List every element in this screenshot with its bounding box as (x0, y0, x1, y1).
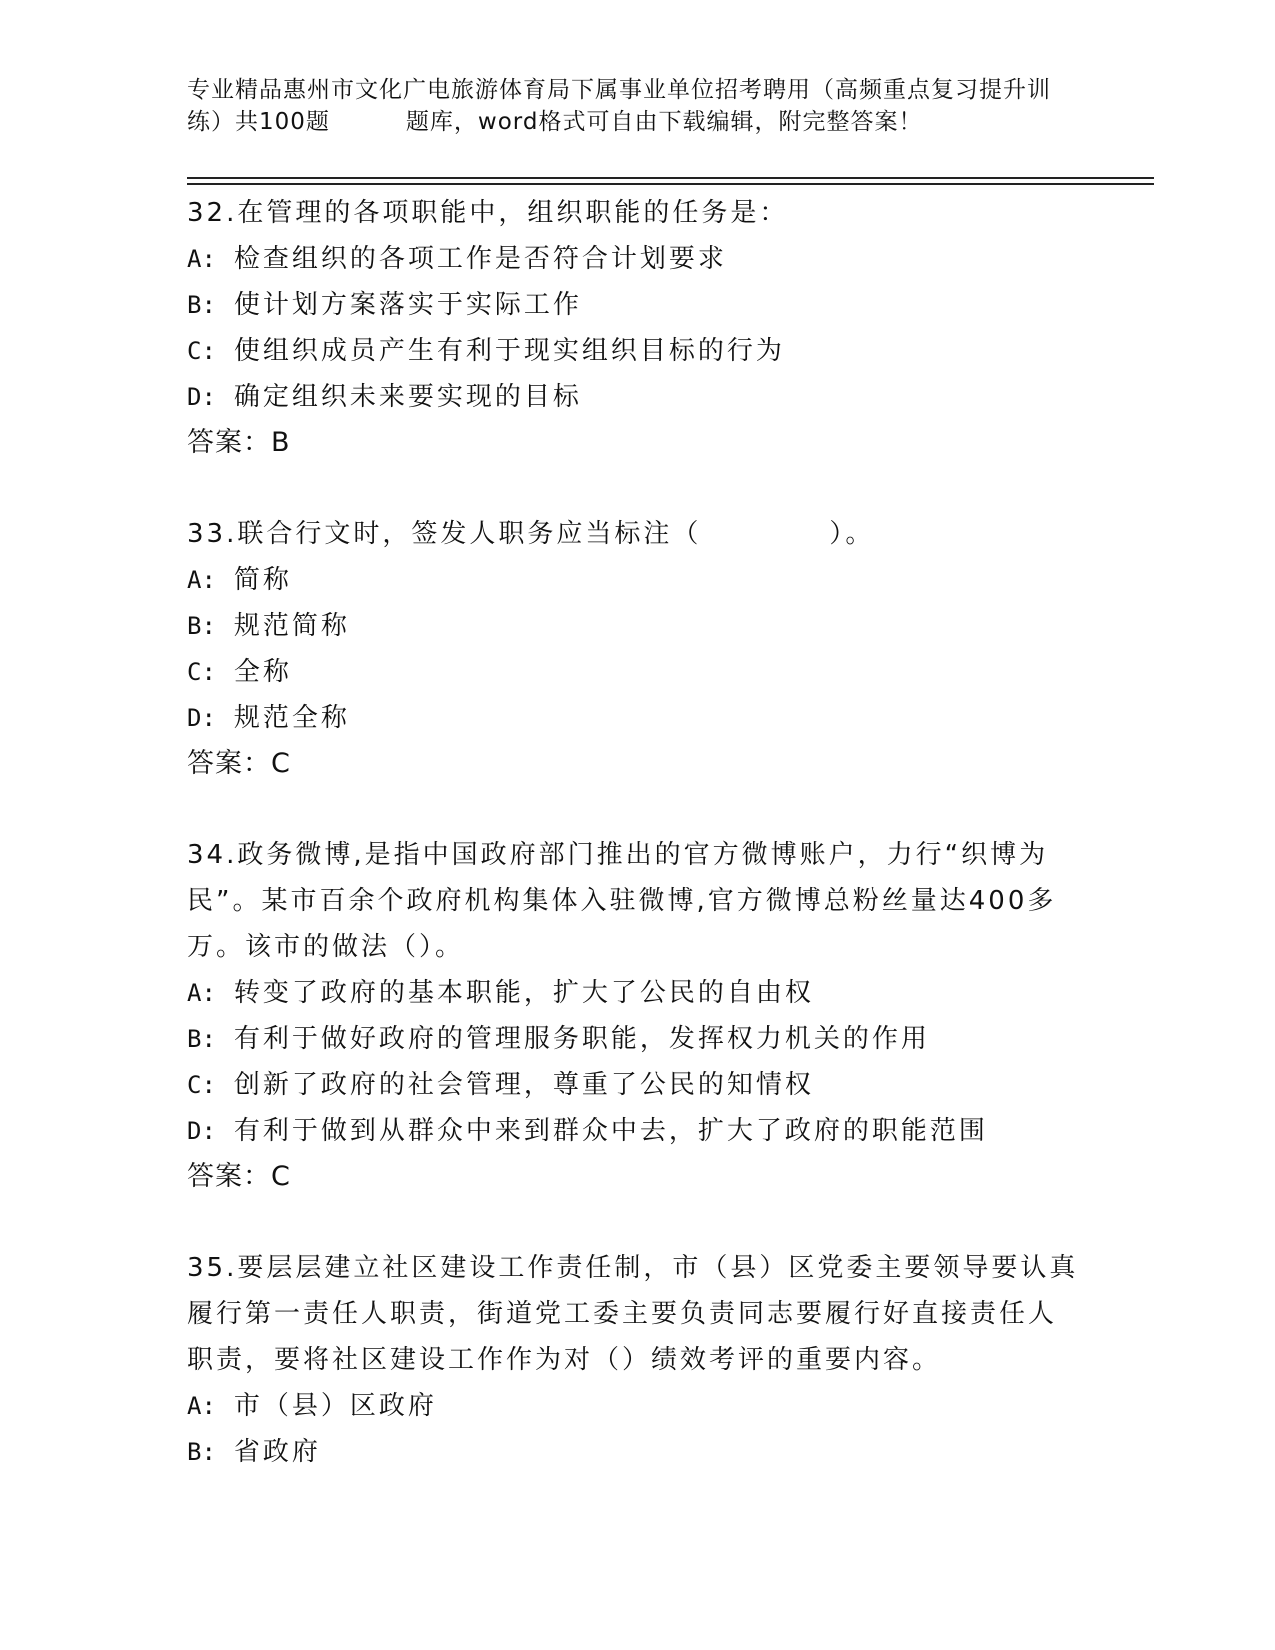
option-d (187, 374, 1087, 420)
option-label: D: (187, 1117, 216, 1145)
question-line: 民”。某市百余个政府机构集体入驻微博,官方微博总粉丝量达400多 (187, 886, 1057, 916)
header-divider-top (187, 177, 1154, 179)
question-line: 职责，要将社区建设工作作为对（）绩效考评的重要内容。 (187, 1345, 942, 1375)
header-line-2-left: 练）共100题 (187, 109, 330, 135)
option-text: 规范简称 (233, 611, 350, 641)
option-label: D: (187, 383, 216, 411)
question-line: 34.政务微博,是指中国政府部门推出的官方微博账户，力行“织博为 (187, 840, 1049, 870)
option-text: 有利于做好政府的管理服务职能，发挥权力机关的作用 (233, 1024, 930, 1054)
option-c (187, 328, 1087, 374)
option-text: 转变了政府的基本职能，扩大了公民的自由权 (233, 978, 814, 1008)
option-a (187, 236, 1087, 282)
option-label: B: (187, 612, 216, 640)
option-b (187, 282, 1087, 328)
header-divider-bottom (187, 183, 1154, 185)
option-label: A: (187, 1392, 216, 1420)
question-32 (187, 190, 1087, 466)
option-text: 市（县）区政府 (233, 1391, 437, 1421)
option-text: 全称 (233, 657, 292, 687)
option-b (187, 1016, 1087, 1062)
option-label: A: (187, 245, 216, 273)
question-line: 万。该市的做法（）。 (187, 932, 465, 962)
option-text: 有利于做到从群众中来到群众中去，扩大了政府的职能范围 (233, 1116, 988, 1146)
answer: 答案：B (187, 427, 291, 458)
option-label: D: (187, 704, 216, 732)
option-text: 规范全称 (233, 703, 350, 733)
option-b (187, 603, 1087, 649)
option-label: C: (187, 658, 216, 686)
question-line (187, 511, 1087, 557)
option-label: C: (187, 337, 216, 365)
option-a (187, 1383, 1087, 1429)
answer: 答案：C (187, 1161, 291, 1192)
option-label: C: (187, 1071, 216, 1099)
option-c (187, 1062, 1087, 1108)
option-label: B: (187, 1438, 216, 1466)
question-line: 35.要层层建立社区建设工作责任制，市（县）区党委主要领导要认真 (187, 1253, 1079, 1283)
question-34 (187, 832, 1087, 1200)
option-a (187, 970, 1087, 1016)
option-text: 确定组织未来要实现的目标 (233, 382, 582, 412)
option-c (187, 649, 1087, 695)
option-d (187, 1108, 1087, 1154)
header-line-2 (187, 106, 1087, 138)
option-text: 简称 (233, 565, 292, 595)
option-label: A: (187, 979, 216, 1007)
header-line-1: 专业精品惠州市文化广电旅游体育局下属事业单位招考聘用（高频重点复习提升训 (187, 77, 1051, 103)
option-text: 检查组织的各项工作是否符合计划要求 (233, 244, 727, 274)
option-label: B: (187, 1025, 216, 1053)
answer: 答案：C (187, 748, 291, 779)
question-text (187, 832, 1087, 970)
question-line: 32.在管理的各项职能中，组织职能的任务是： (187, 198, 789, 228)
option-d (187, 695, 1087, 741)
question-text (187, 511, 1087, 557)
question-line-head: 33.联合行文时，签发人职务应当标注（ (187, 519, 702, 549)
option-text: 使计划方案落实于实际工作 (233, 290, 582, 320)
option-a (187, 557, 1087, 603)
question-33 (187, 511, 1087, 787)
question-text (187, 190, 1087, 236)
option-text: 创新了政府的社会管理，尊重了公民的知情权 (233, 1070, 814, 1100)
document-header (187, 74, 1087, 138)
question-line: 履行第一责任人职责，街道党工委主要负责同志要履行好直接责任人 (187, 1299, 1058, 1329)
option-label: A: (187, 566, 216, 594)
option-b (187, 1429, 1087, 1475)
question-35 (187, 1245, 1087, 1475)
question-line-tail: ）。 (829, 519, 875, 549)
question-list (187, 190, 1087, 1520)
option-text: 省政府 (233, 1437, 321, 1467)
option-text: 使组织成员产生有利于现实组织目标的行为 (233, 336, 785, 366)
header-line-2-right: 题库，word格式可自由下载编辑，附完整答案！ (405, 109, 923, 135)
option-label: B: (187, 291, 216, 319)
question-text (187, 1245, 1087, 1383)
